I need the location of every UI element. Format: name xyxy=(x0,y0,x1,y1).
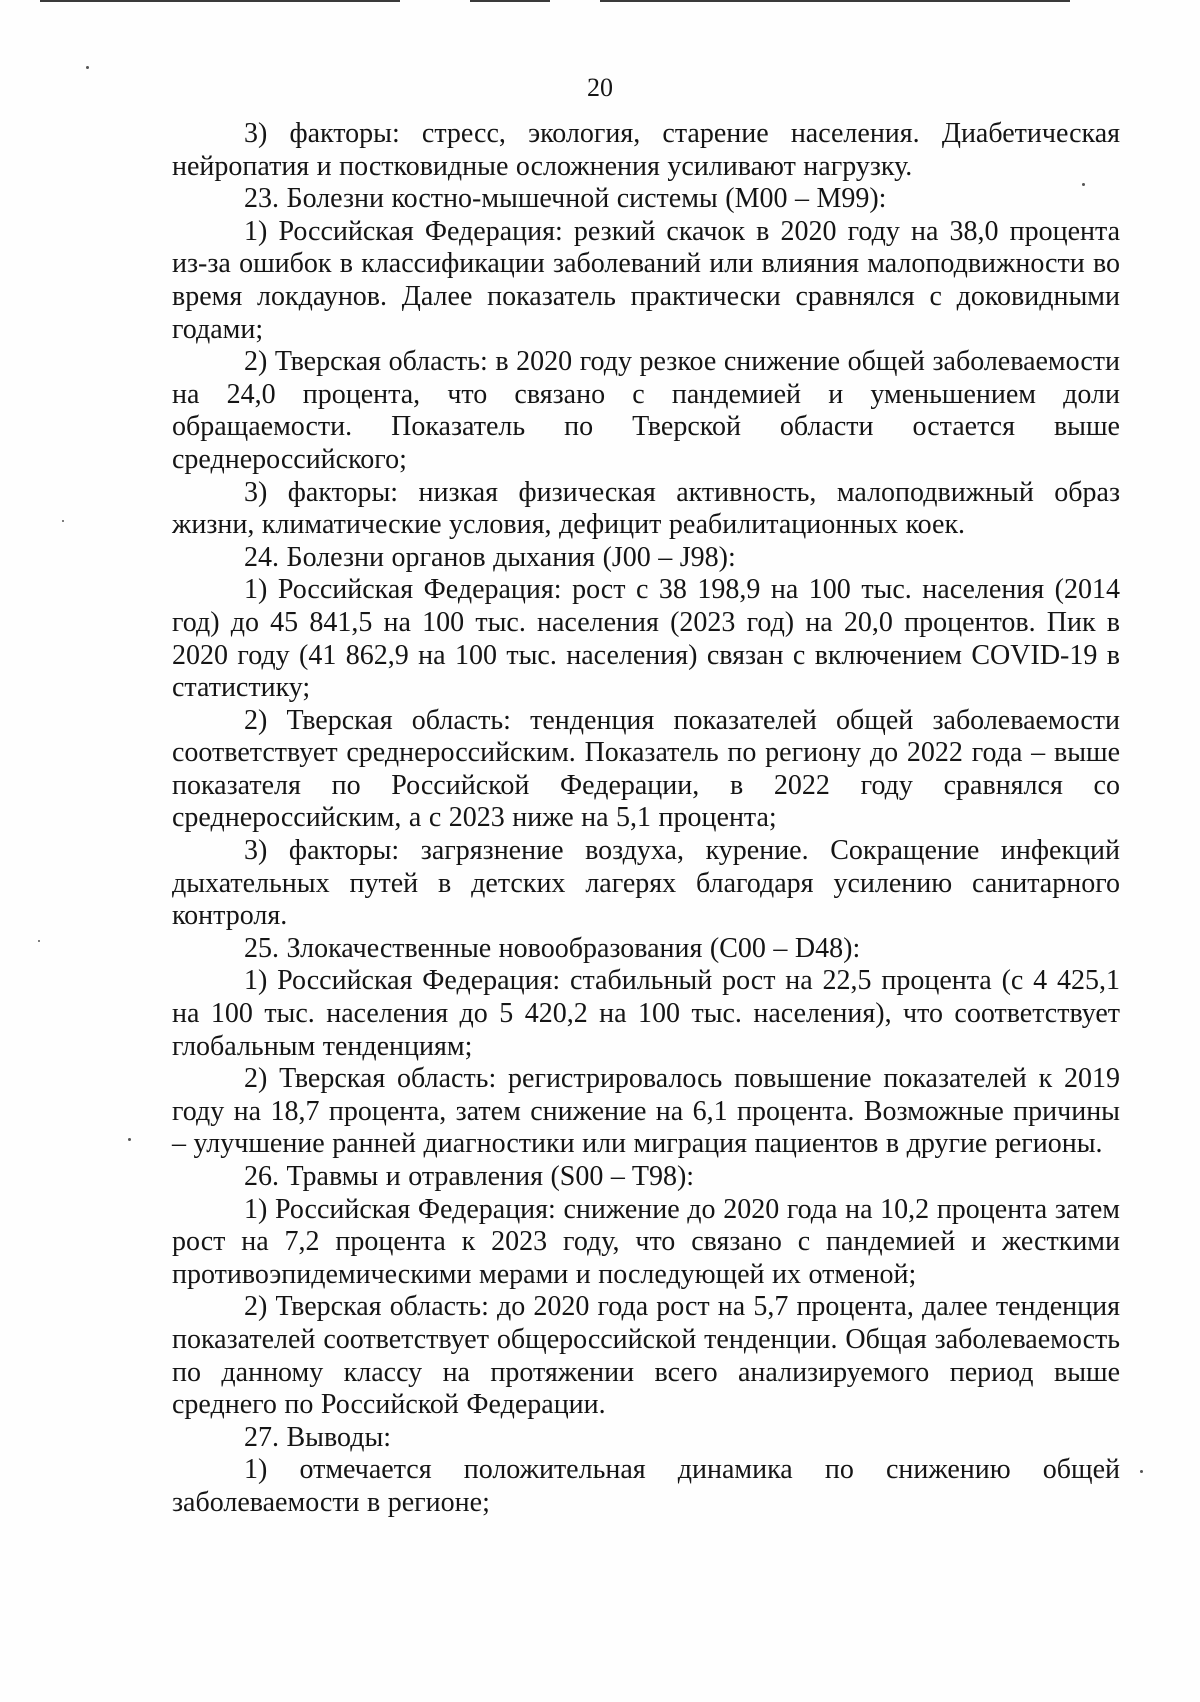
scan-speck xyxy=(62,520,64,522)
paragraph: 1) Российская Федерация: резкий скачок в 2020 году на 38,0 процента из-за ошибок в классификации заболеваний или влияния малоподвижности во время локдаунов. Далее показатель практически сравнялся с доковидными годами; xyxy=(172,215,1120,345)
section-heading: 26. Травмы и отравления (S00 – T98): xyxy=(244,1161,695,1192)
scan-edge-line xyxy=(40,0,400,2)
document-body xyxy=(172,118,1120,1520)
section-heading: 24. Болезни органов дыхания (J00 – J98): xyxy=(244,541,736,573)
paragraph: 2) Тверская область: в 2020 году резкое снижение общей заболеваемости на 24,0 процента, что связано с пандемией и уменьшением доли обращаемости. Показатель по Тверской области остается выше среднероссийского; xyxy=(172,346,1120,475)
paragraph: 2) Тверская область: тенденция показателей общей заболеваемости соответствует среднероссийским. Показатель по региону до 2022 года – выше показателя по Российской Федерации, в 2022 году сравнялся со среднероссийским, а с 2023 ниже на 5,1 процента; xyxy=(172,704,1120,834)
section-heading: 23. Болезни костно-мышечной системы (M00 – M99): xyxy=(244,183,887,215)
page-number: 20 xyxy=(587,73,613,102)
paragraph: 1) отмечается положительная динамика по снижению общей заболеваемости в регионе; xyxy=(172,1454,1120,1518)
paragraph: 3) факторы: стресс, экология, старение населения. Диабетическая нейропатия и постковидные осложнения усиливают нагрузку. xyxy=(172,118,1120,182)
paragraph: 3) факторы: загрязнение воздуха, курение. Сокращение инфекций дыхательных путей в детских лагерях благодаря усилению санитарного контроля. xyxy=(172,835,1120,932)
section-heading: 25. Злокачественные новообразования (C00 – D48): xyxy=(244,932,861,964)
scan-edge-line xyxy=(600,0,1070,2)
paragraph: 2) Тверская область: регистрировалось повышение показателей к 2019 году на 18,7 процента, затем снижение на 6,1 процента. Возможные причины – улучшение ранней диагностики или миграция пациентов в другие регионы. xyxy=(172,1063,1120,1160)
scan-speck xyxy=(1140,1470,1143,1473)
section-heading: 27. Выводы: xyxy=(244,1421,392,1453)
scan-speck xyxy=(86,66,89,69)
scan-speck xyxy=(38,940,40,942)
paragraph: 1) Российская Федерация: стабильный рост на 22,5 процента (с 4 425,1 на 100 тыс. населения до 5 420,2 на 100 тыс. населения), что соответствует глобальным тенденциям; xyxy=(172,965,1120,1062)
paragraph: 1) Российская Федерация: снижение до 2020 года на 10,2 процента затем рост на 7,2 процента к 2023 году, что связано с пандемией и жесткими противоэпидемическими мерами и последующей их отменой; xyxy=(172,1193,1120,1290)
scan-edge-line xyxy=(470,0,550,2)
paragraph: 3) факторы: низкая физическая активность, малоподвижный образ жизни, климатические условия, дефицит реабилитационных коек. xyxy=(172,476,1120,541)
paragraph: 2) Тверская область: до 2020 года рост на 5,7 процента, далее тенденция показателей соответствует общероссийской тенденции. Общая заболеваемость по данному классу на протяжении всего анализируемого период выше среднего по Российской Федерации. xyxy=(172,1291,1120,1421)
paragraph: 1) Российская Федерация: рост с 38 198,9 на 100 тыс. населения (2014 год) до 45 841,5 на 100 тыс. населения (2023 год) на 20,0 процентов. Пик в 2020 году (41 862,9 на 100 тыс. населения) связан с включением COVID-19 в статистику; xyxy=(172,574,1120,704)
scan-speck xyxy=(128,1138,131,1141)
